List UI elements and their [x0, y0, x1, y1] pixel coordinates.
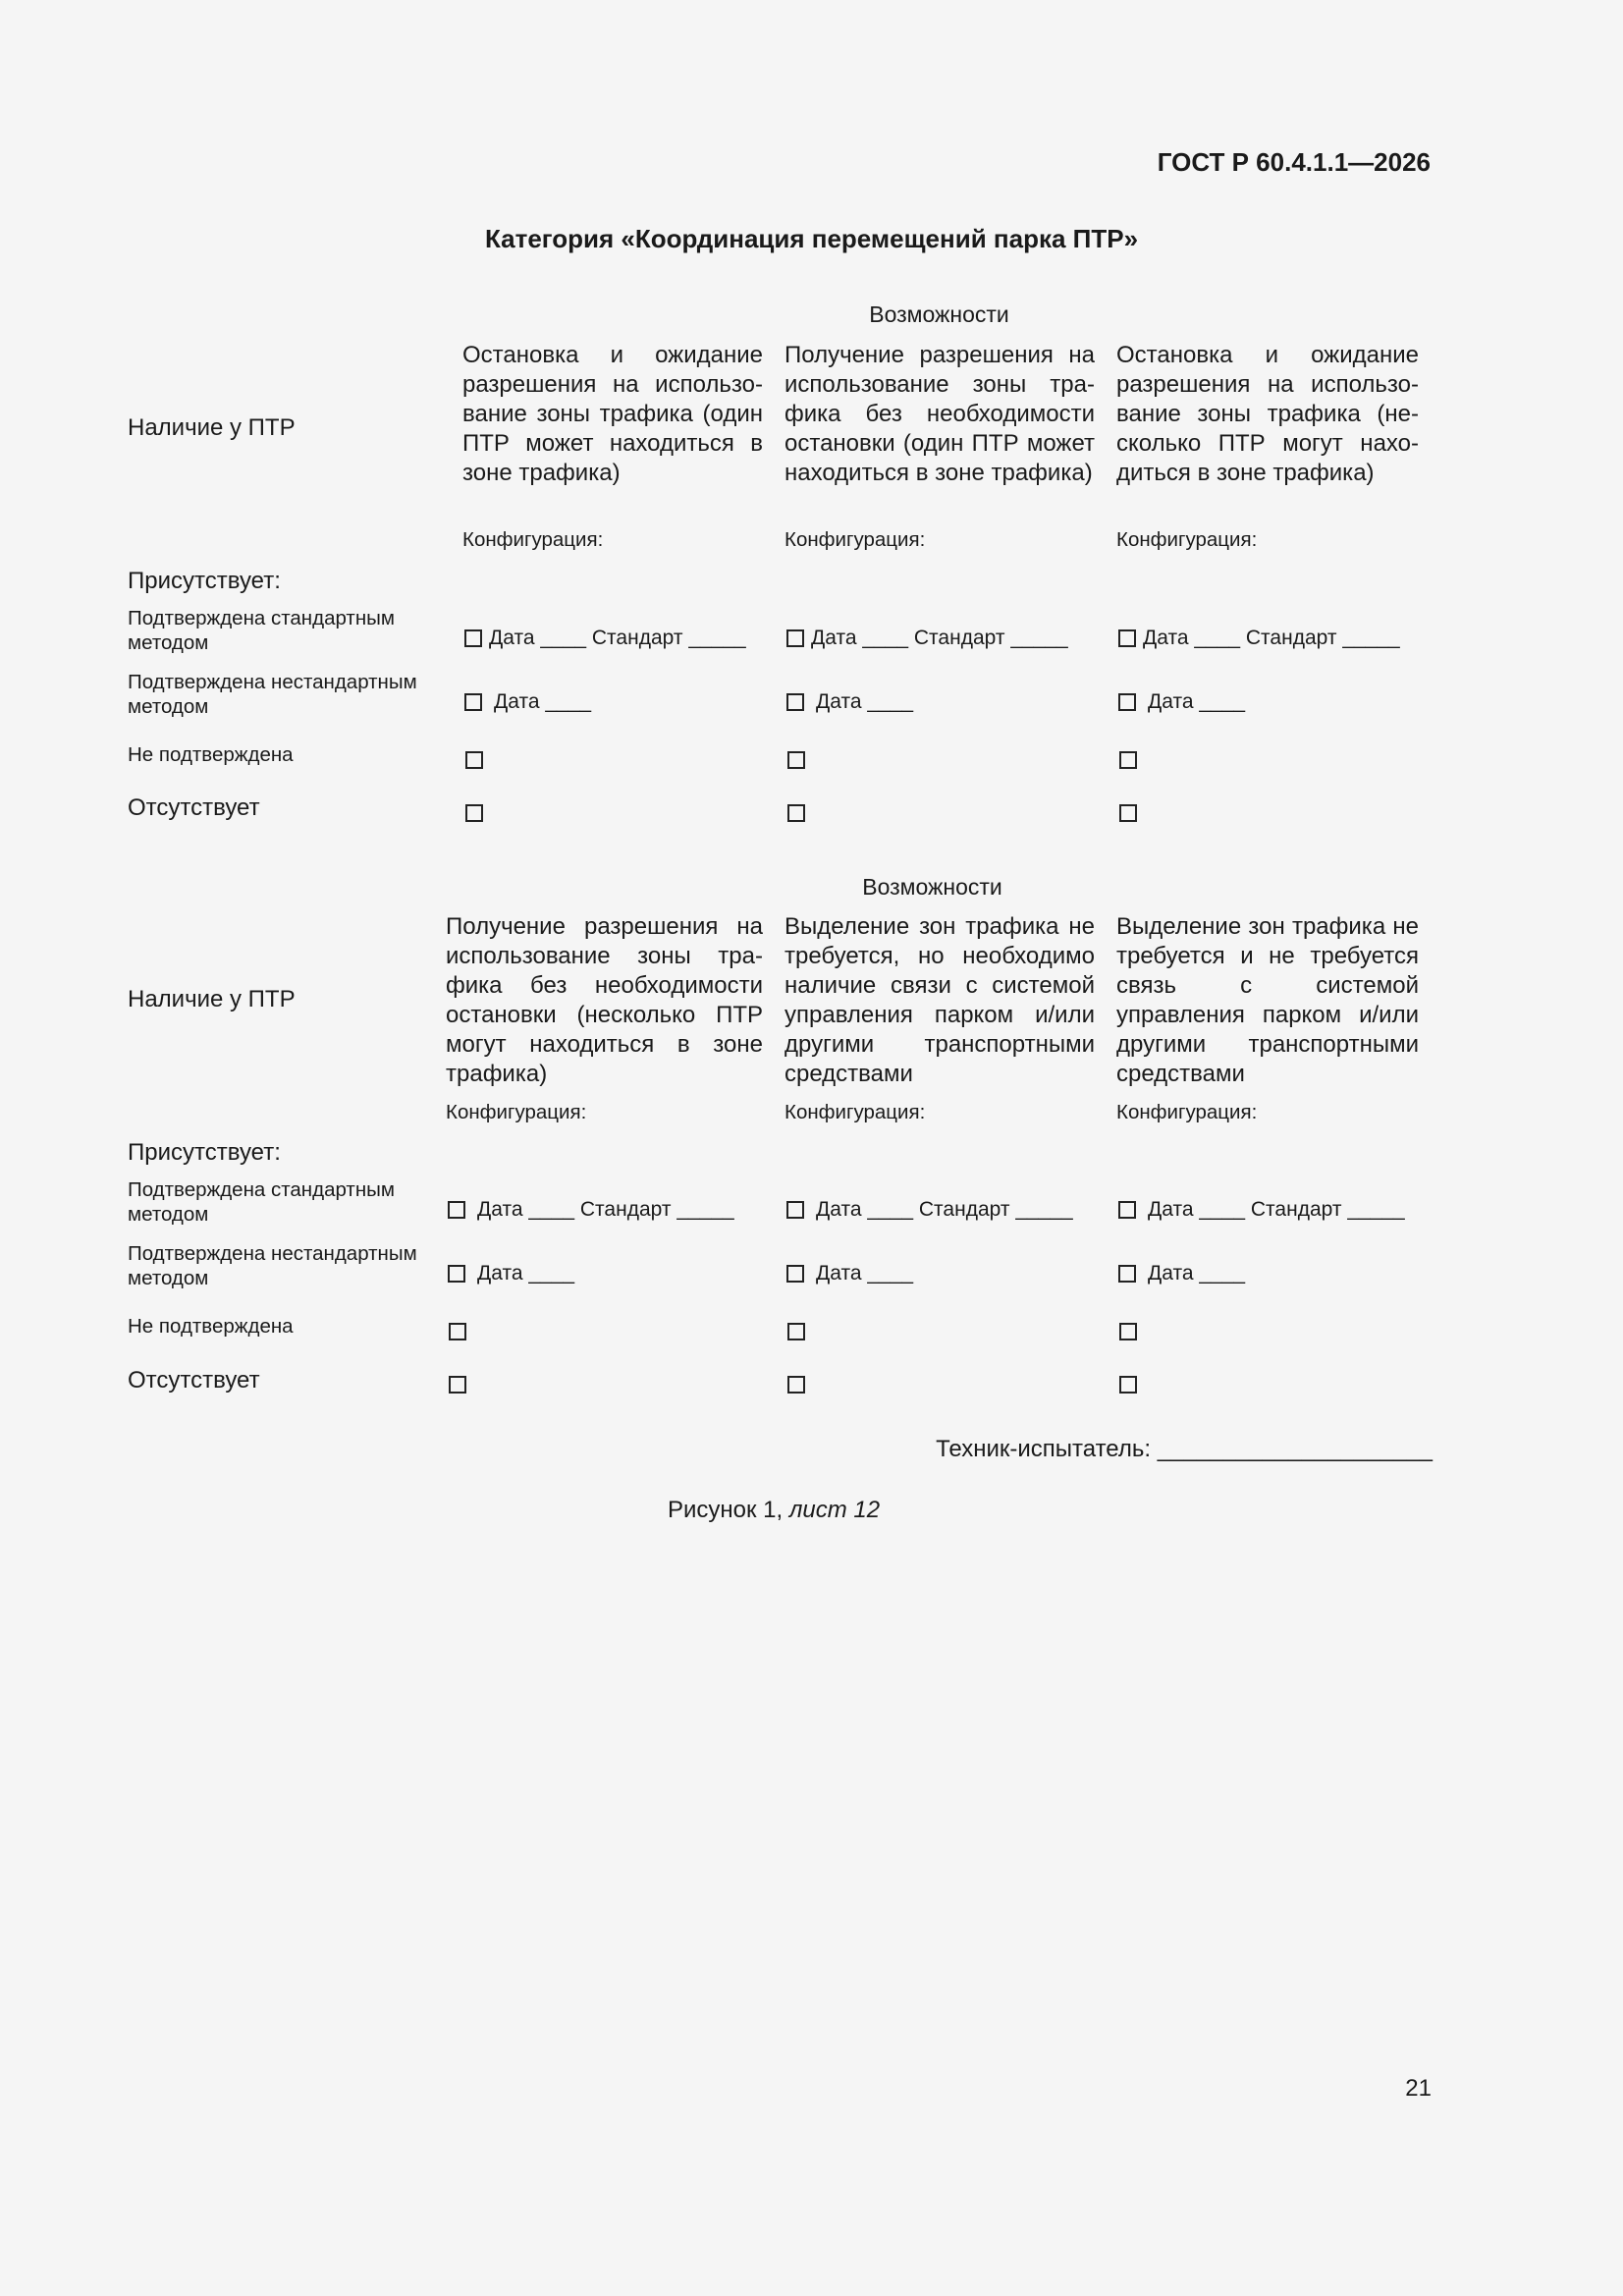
- checkbox[interactable]: [787, 804, 805, 822]
- checkbox[interactable]: [786, 629, 804, 647]
- figure-label: Рисунок 1,: [667, 1497, 784, 1523]
- technician-signature-line: Техник-испытатель: _____________________: [936, 1436, 1433, 1462]
- confirmed-standard-label: Подтверждена стандартным методом: [128, 1178, 395, 1226]
- standard-check-row: [1118, 1198, 1405, 1222]
- checkbox[interactable]: [449, 1376, 466, 1394]
- checkbox[interactable]: [787, 1376, 805, 1394]
- capabilities-heading: Возможности: [869, 301, 1009, 327]
- present-label: Присутствует:: [128, 1139, 281, 1166]
- nonstandard-check-row: [1118, 1262, 1245, 1285]
- nonstandard-check-row: [786, 1262, 913, 1285]
- capability-text: Выделение зон трафика не требуется, но необходимо наличие связи с системой управления парком и/или другими транспортными средствами: [784, 913, 1095, 1087]
- date-text: Дата ____: [816, 1262, 914, 1285]
- nonstandard-check-row: [448, 1262, 574, 1285]
- checkbox[interactable]: [449, 1323, 466, 1340]
- date-standard-text: Дата ____ Стандарт _____: [489, 627, 746, 649]
- configuration-label: Конфигурация:: [446, 1101, 587, 1123]
- configuration-label: Конфигурация:: [784, 528, 926, 551]
- figure-caption: [0, 1497, 1547, 1524]
- capability-text: Получение разрешения на использование зоны трафика без необходимости остановки (один ПТР может находиться в зоне трафика): [784, 342, 1095, 486]
- date-text: Дата ____: [1148, 1262, 1246, 1285]
- checkbox[interactable]: [464, 629, 482, 647]
- checkbox[interactable]: [448, 1201, 465, 1219]
- nonstandard-check-row: [464, 690, 591, 714]
- checkbox[interactable]: [1118, 693, 1136, 711]
- capabilities-heading: Возможности: [862, 874, 1002, 900]
- date-standard-text: Дата ____ Стандарт _____: [816, 1198, 1073, 1221]
- capability-text: Выделение зон трафика не требуется и не требуется связь с системой управления парком и/или другими транспортными средствами: [1116, 913, 1419, 1087]
- date-standard-text: Дата ____ Стандарт _____: [1143, 627, 1400, 649]
- checkbox[interactable]: [1118, 1265, 1136, 1283]
- date-text: Дата ____: [816, 690, 914, 713]
- confirmed-standard-label: Подтверждена стандартным методом: [128, 607, 395, 654]
- figure-sheet: лист 12: [788, 1497, 881, 1523]
- standard-check-row: [448, 1198, 734, 1222]
- configuration-label: Конфигурация:: [1116, 528, 1258, 551]
- checkbox[interactable]: [1118, 629, 1136, 647]
- page-number: 21: [1405, 2075, 1432, 2102]
- presence-label: Наличие у ПТР: [128, 414, 296, 441]
- absent-label: Отсутствует: [128, 794, 260, 821]
- date-text: Дата ____: [1148, 690, 1246, 713]
- date-text: Дата ____: [477, 1262, 575, 1285]
- date-text: Дата ____: [494, 690, 592, 713]
- checkbox[interactable]: [787, 1323, 805, 1340]
- standard-check-row: [464, 627, 746, 650]
- date-standard-text: Дата ____ Стандарт _____: [1148, 1198, 1405, 1221]
- checkbox[interactable]: [448, 1265, 465, 1283]
- category-title: Категория «Координация перемещений парка ПТР»: [484, 224, 1139, 253]
- checkbox[interactable]: [465, 751, 483, 769]
- capability-text: Остановка и ожидание разрешения на использование зоны трафика (несколько ПТР могут находиться в зоне трафика): [1116, 342, 1419, 486]
- confirmed-nonstandard-label: Подтверждена нестандартным методом: [128, 671, 417, 718]
- capability-text: Остановка и ожидание разрешения на использование зоны трафика (один ПТР может находиться в зоне трафика): [462, 342, 763, 486]
- date-standard-text: Дата ____ Стандарт _____: [811, 627, 1068, 649]
- checkbox[interactable]: [786, 1265, 804, 1283]
- confirmed-nonstandard-label: Подтверждена нестандартным методом: [128, 1242, 417, 1289]
- checkbox[interactable]: [1119, 804, 1137, 822]
- checkbox[interactable]: [464, 693, 482, 711]
- absent-label: Отсутствует: [128, 1367, 260, 1394]
- checkbox[interactable]: [465, 804, 483, 822]
- standard-check-row: [786, 627, 1068, 650]
- checkbox[interactable]: [1119, 751, 1137, 769]
- checkbox[interactable]: [1119, 1376, 1137, 1394]
- capability-text: Получение разрешения на использование зоны трафика без необходимости остановки (несколько ПТР могут находиться в зоне трафика): [446, 913, 763, 1087]
- not-confirmed-label: Не подтверждена: [128, 743, 294, 766]
- date-standard-text: Дата ____ Стандарт _____: [477, 1198, 734, 1221]
- checkbox[interactable]: [786, 693, 804, 711]
- configuration-label: Конфигурация:: [784, 1101, 926, 1123]
- configuration-label: Конфигурация:: [1116, 1101, 1258, 1123]
- nonstandard-check-row: [1118, 690, 1245, 714]
- standard-check-row: [1118, 627, 1400, 650]
- checkbox[interactable]: [787, 751, 805, 769]
- document-code: ГОСТ Р 60.4.1.1—2026: [1157, 147, 1431, 177]
- configuration-label: Конфигурация:: [462, 528, 604, 551]
- checkbox[interactable]: [786, 1201, 804, 1219]
- checkbox[interactable]: [1118, 1201, 1136, 1219]
- not-confirmed-label: Не подтверждена: [128, 1315, 294, 1338]
- present-label: Присутствует:: [128, 568, 281, 594]
- presence-label: Наличие у ПТР: [128, 986, 296, 1012]
- standard-check-row: [786, 1198, 1073, 1222]
- checkbox[interactable]: [1119, 1323, 1137, 1340]
- nonstandard-check-row: [786, 690, 913, 714]
